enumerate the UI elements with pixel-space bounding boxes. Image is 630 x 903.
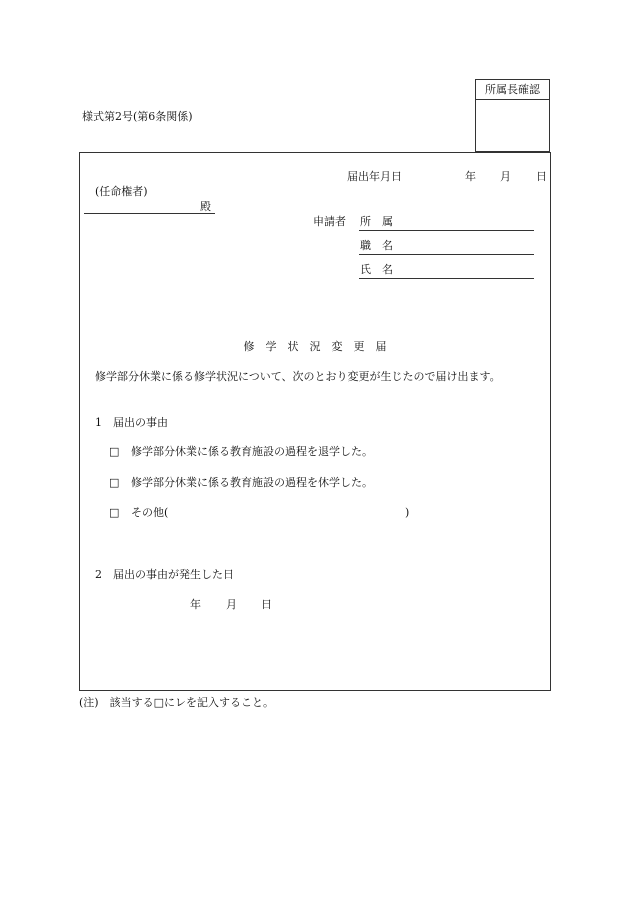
form-title: 修 学 状 況 変 更 届: [243, 340, 387, 353]
recipient-label: (任命権者): [95, 185, 148, 198]
position-field[interactable]: [359, 254, 534, 255]
occurrence-day-unit: 日: [261, 598, 272, 611]
position-label: 職 名: [360, 239, 393, 252]
name-label: 氏 名: [360, 263, 393, 276]
supervisor-confirm-box[interactable]: [475, 79, 550, 152]
occurrence-month-unit: 月: [226, 598, 237, 611]
option-leave-checkbox[interactable]: □: [109, 476, 120, 489]
footnote: (注) 該当する□にレを記入すること。: [79, 696, 274, 709]
recipient-underline[interactable]: [84, 213, 215, 214]
recipient-honorific: 殿: [200, 200, 211, 213]
option-withdrawal-checkbox[interactable]: □: [109, 445, 120, 458]
date-label: 届出年月日: [347, 170, 402, 183]
date-day-unit: 日: [536, 170, 547, 183]
section2-heading: 2 届出の事由が発生した日: [95, 568, 234, 581]
supervisor-confirm-label: 所属長確認: [476, 80, 549, 100]
date-year-unit: 年: [465, 170, 476, 183]
affiliation-label: 所 属: [360, 215, 393, 228]
option-withdrawal-text: 修学部分休業に係る教育施設の過程を退学した。: [131, 445, 373, 458]
date-month-unit: 月: [500, 170, 511, 183]
option-leave-text: 修学部分休業に係る教育施設の過程を休学した。: [131, 476, 373, 489]
applicant-label: 申請者: [313, 215, 346, 228]
affiliation-field[interactable]: [359, 230, 534, 231]
intro-text: 修学部分休業に係る修学状況について、次のとおり変更が生じたので届け出ます。: [95, 370, 501, 383]
option-other-text: その他(: [131, 506, 169, 519]
form-number: 様式第2号(第6条関係): [82, 110, 193, 123]
option-other-input-area[interactable]: [176, 505, 402, 519]
option-other-close: ): [405, 506, 410, 519]
occurrence-year-unit: 年: [190, 598, 201, 611]
option-other-checkbox[interactable]: □: [109, 506, 120, 519]
name-field[interactable]: [359, 278, 534, 279]
section1-heading: 1 届出の事由: [95, 416, 168, 429]
